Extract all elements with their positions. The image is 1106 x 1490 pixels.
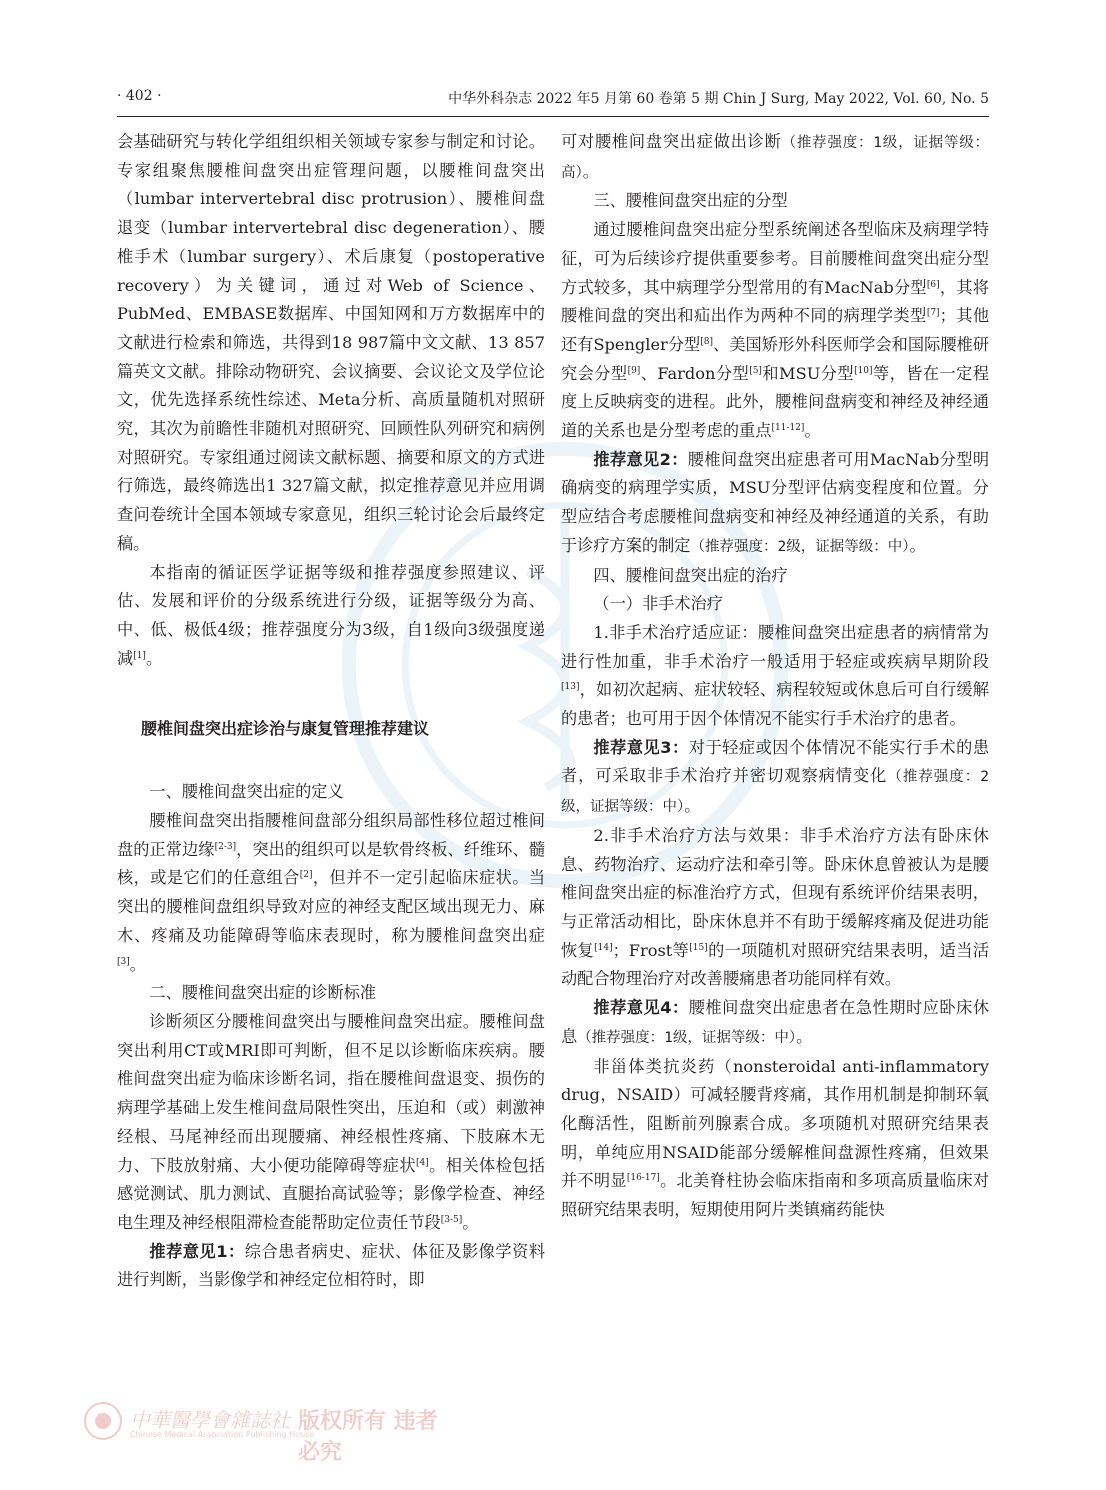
heading-treatment: 四、腰椎间盘突出症的治疗 (593, 565, 788, 585)
left-column (117, 128, 545, 1295)
citation: [4] (415, 1157, 429, 1168)
citation: [1] (133, 650, 146, 661)
publisher-logo (84, 1402, 444, 1465)
citation: [10] (854, 365, 873, 376)
citation: [3] (117, 956, 130, 967)
subheading-nonsurgical: （一）非手术治疗 (593, 594, 723, 614)
recommendation-1-continued: 可对腰椎间盘突出症做出诊断（推荐强度：1级，证据等级：高）。 (561, 132, 990, 181)
header-rule (117, 116, 989, 117)
recommendation-grade: （推荐强度：2级，证据等级：中） (561, 769, 990, 816)
recommendation-4: 推荐意见4：腰椎间盘突出症患者在急性期时应卧床休息（推荐强度：1级，证据等级：中）。 (561, 998, 990, 1046)
citation: [6] (926, 279, 940, 290)
recommendation-3: 推荐意见3：对于轻症或因个体情况不能实行手术的患者，可采取非手术治疗并密切观察病情变化（推荐强度：2级，证据等级：中）。 (561, 737, 990, 816)
recommendation-label: 推荐意见1： (149, 1241, 245, 1261)
paragraph-methods-effects: 2.非手术治疗方法与效果：非手术治疗方法有卧床休息、药物治疗、运动疗法和牵引等。卧床休息曾被认为是腰椎间盘突出症的标准治疗方式，但现有系统评价结果表明，与正常活动相比，卧床休息并不有助于缓解疼痛及促进功能恢复[14]；Frost等[15]的一项随机对照研究结果表明，适当活动配合物理治疗对改善腰痛患者功能同样有效。 (561, 825, 990, 989)
page-header (117, 88, 989, 114)
paragraph-methods: 会基础研究与转化学组组织相关领域专家参与制定和讨论。专家组聚焦腰椎间盘突出症管理问题，以腰椎间盘突出（lumbar intervertebral disc protrusion）、腰椎间盘退变（lumbar intervertebral disc degeneration）、腰椎手术（lumbar surgery）、术后康复（postoperative recovery）为关键词，通过对Web of Science、PubMed、EMBASE数据库、中国知网和万方数据库中的文献进行检索和筛选，共得到18 987篇中文文献、13 857篇英文文献。排除动物研究、会议摘要、会议论文及学位论文，优先选择系统性综述、Meta分析、高质量随机对照研究，其次为前瞻性非随机对照研究、回顾性队列研究和病例对照研究。专家组通过阅读文献标题、摘要和原文的方式进行筛选，最终筛选出1 327篇文献，拟定推荐意见并应用调查问卷统计全国本领域专家意见，组织三轮讨论会后最终定稿。 (117, 132, 545, 553)
journal-citation: 中华外科杂志 2022 年5 月第 60 卷第 5 期 Chin J Surg, May 2022, Vol. 60, No. 5 (448, 91, 989, 107)
citation: [11-12] (771, 423, 805, 434)
citation: [9] (627, 365, 641, 376)
publisher-name-en: Chinese Medical Association Publishing House (130, 1430, 315, 1439)
recommendation-label: 推荐意见4： (593, 998, 689, 1018)
citation: [2-3] (214, 841, 237, 852)
paragraph-indications: 1.非手术治疗适应证：腰椎间盘突出症患者的病情常为进行性加重，非手术治疗一般适用于轻症或疾病早期阶段[13]，如初次起病、症状较轻、病程较短或休息后可自行缓解的患者；也可用于因个体情况不能实行手术治疗的患者。 (561, 622, 989, 729)
citation: [8] (700, 336, 714, 347)
paragraph-nsaid: 非甾体类抗炎药（nonsteroidal anti-inflammatory drug，NSAID）可减轻腰背疼痛，其作用机制是抑制环氧化酶活性，阻断前列腺素合成。多项随机对照研究结果表明，单纯应用NSAID能部分缓解椎间盘源性疼痛，但效果并不明显[16-17]。北美脊柱协会临床指南和多项高质量临床对照研究结果表明，短期使用阿片类镇痛药能快 (561, 1056, 990, 1220)
paragraph-classification: 通过腰椎间盘突出症分型系统阐述各型临床及病理学特征，可为后续诊疗提供重要参考。目前腰椎间盘突出症分型方式较多，其中病理学分型常用的有MacNab分型[6]，其将腰椎间盘的突出和疝出作为两种不同的病理学类型[7]；其他还有Spengler分型[8]、美国矫形外科医师学会和国际腰椎研究会分型[9]、Fardon分型[5]和MSU分型[10]等，皆在一定程度上反映病变的进程。此外，腰椎间盘病变和神经及神经通道的关系也是分型考虑的重点[11-12]。 (561, 220, 990, 441)
recommendation-label: 推荐意见2： (593, 449, 688, 469)
section-title: 腰椎间盘突出症诊治与康复管理推荐建议 (141, 719, 430, 739)
right-column (561, 128, 989, 1225)
heading-classification: 三、腰椎间盘突出症的分型 (593, 191, 788, 211)
citation: [3-5] (440, 1214, 463, 1225)
heading-definition: 一、腰椎间盘突出症的定义 (149, 782, 344, 802)
publisher-seal-icon (84, 1402, 122, 1440)
publisher-name: 中華醫學會雜誌社 (130, 1408, 290, 1432)
heading-diagnosis: 二、腰椎间盘突出症的诊断标准 (149, 983, 377, 1003)
recommendation-label: 推荐意见3： (593, 737, 689, 757)
citation: [2] (299, 870, 313, 881)
recommendation-grade: （推荐强度：2级，证据等级：中） (690, 538, 910, 555)
citation: [14] (594, 942, 613, 953)
citation: [7] (926, 308, 940, 319)
copyright-mark: 版权所有 违者必究 (298, 1409, 438, 1465)
page-number: · 402 · (117, 88, 162, 104)
citation: [5] (749, 365, 762, 376)
citation: [13] (561, 682, 580, 693)
citation: [16-17] (626, 1173, 660, 1184)
paragraph-definition: 腰椎间盘突出指腰椎间盘部分组织局部性移位超过椎间盘的正常边缘[2-3]，突出的组织可以是软骨终板、纤维环、髓核，或是它们的任意组合[2]，但并不一定引起临床症状。当突出的腰椎间盘组织导致对应的神经支配区域出现无力、麻木、疼痛及功能障碍等临床表现时，称为腰椎间盘突出症[3]。 (117, 811, 546, 974)
paragraph-diagnosis: 诊断须区分腰椎间盘突出与腰椎间盘突出症。腰椎间盘突出利用CT或MRI即可判断，但不足以诊断临床疾病。腰椎间盘突出症为临床诊断名词，指在腰椎间盘退变、损伤的病理学基础上发生椎间盘局限性突出，压迫和（或）刺激神经根、马尾神经而出现腰痛、神经根性疼痛、下肢麻木无力、下肢放射痛、大小便功能障碍等症状[4]。相关体检包括感觉测试、肌力测试、直腿抬高试验等；影像学检查、神经电生理及神经根阻滞检查能帮助定位责任节段[3-5]。 (117, 1011, 546, 1232)
paragraph-grading: 本指南的循证医学证据等级和推荐强度参照建议、评估、发展和评价的分级系统进行分级，证据等级分为高、中、低、极低4级；推荐强度分为3级，自1级向3级强度递减[1]。 (117, 562, 545, 668)
recommendation-grade: （推荐强度：1级，证据等级：高） (561, 135, 990, 181)
recommendation-2: 推荐意见2：腰椎间盘突出症患者可用MacNab分型明确病变的病理学实质，MSU分型评估病变程度和位置。分型应结合考虑腰椎间盘病变和神经及神经通道的关系，有助于诊疗方案的制定（推荐强度：2级，证据等级：中）。 (561, 449, 990, 555)
citation: [15] (689, 942, 708, 953)
recommendation-grade: （推荐强度：1级，证据等级：中） (577, 1029, 797, 1046)
recommendation-1: 推荐意见1：综合患者病史、症状、体征及影像学资料进行判断，当影像学和神经定位相符时，即 (117, 1241, 546, 1290)
